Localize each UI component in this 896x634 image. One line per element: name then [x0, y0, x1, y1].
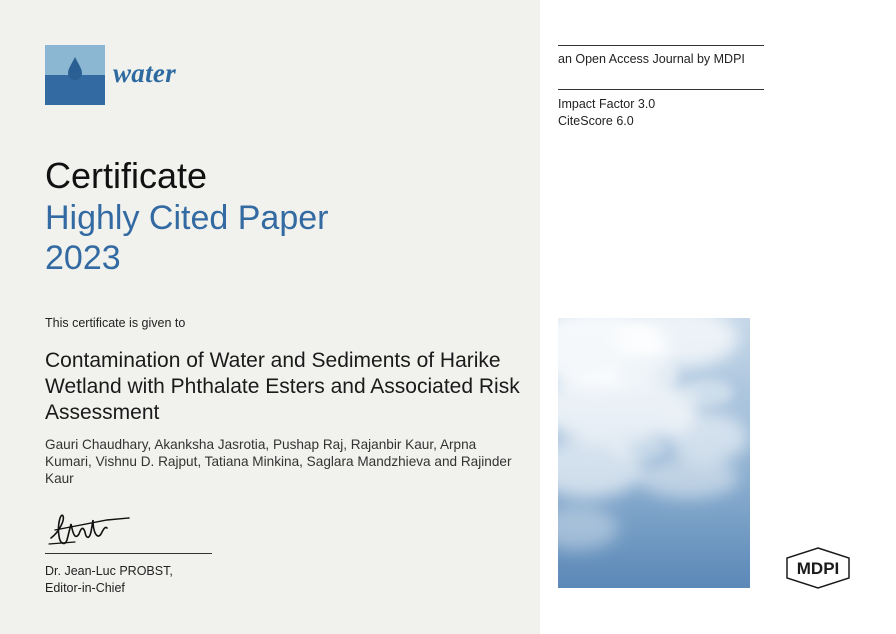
signature-line	[45, 553, 212, 554]
certificate-subtitle: Highly Cited Paper	[45, 199, 329, 237]
sky-clouds-image	[558, 318, 750, 588]
certificate-year: 2023	[45, 239, 121, 277]
editor-role: Editor-in-Chief	[45, 581, 125, 595]
paper-authors: Gauri Chaudhary, Akanksha Jasrotia, Pushap Raj, Rajanbir Kaur, Arpna Kumari, Vishnu D. Rajput, Tatiana Minkina, Saglara Mandzhieva and Rajinder Kaur	[45, 437, 512, 486]
certificate-title: Certificate	[45, 155, 208, 196]
water-droplet-logo-icon	[45, 45, 105, 105]
mdpi-logo-icon	[784, 546, 852, 595]
divider-bottom	[558, 89, 764, 90]
signature-icon	[45, 510, 135, 557]
journal-name: water	[113, 58, 177, 88]
paper-title: Contamination of Water and Sediments of Harike Wetland with Phthalate Esters and Associated Risk Assessment	[45, 349, 520, 424]
journal-tagline: an Open Access Journal by MDPI	[558, 52, 745, 66]
citescore: CiteScore 6.0	[558, 114, 634, 128]
divider-top	[558, 45, 764, 46]
mdpi-logo-text: MDPI	[796, 559, 840, 578]
impact-factor: Impact Factor 3.0	[558, 97, 656, 111]
editor-name: Dr. Jean-Luc PROBST,	[45, 564, 173, 578]
given-to-label: This certificate is given to	[45, 316, 186, 330]
